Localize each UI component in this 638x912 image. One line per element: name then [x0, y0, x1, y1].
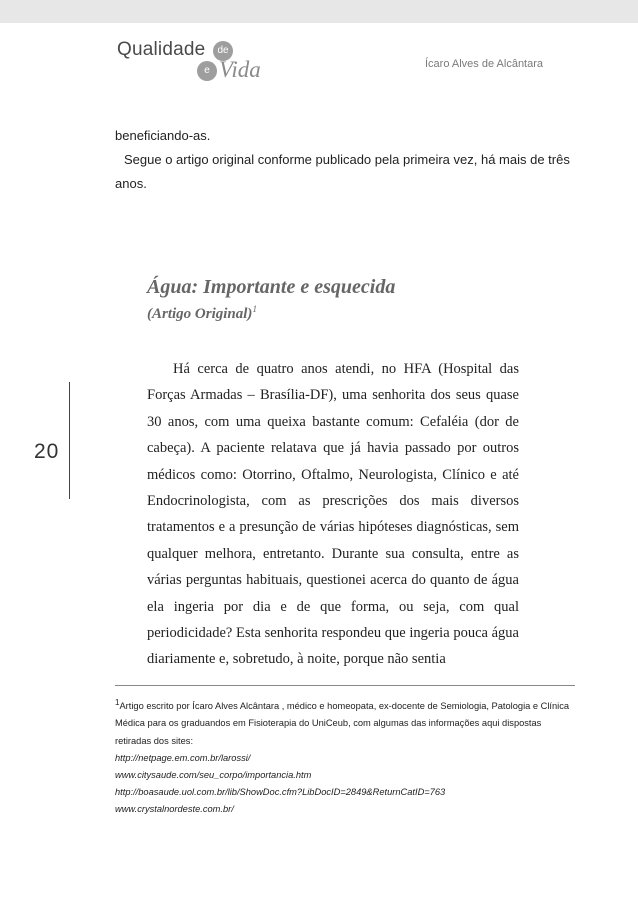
logo-qualidade-text: Qualidade [117, 39, 206, 60]
footnote-body: Artigo escrito por Ícaro Alves Alcântara , médico e homeopata, ex-docente de Semiologia, Patologia e Clínica Médica para os graduandos em Fisioterapia do UniCeub, com algumas das informações aqui dispostas retiradas dos sites: [115, 701, 570, 746]
footnote-link[interactable]: www.crystalnordeste.com.br/ [115, 804, 234, 815]
footnote-reference: 1 [252, 304, 257, 314]
footnote [115, 694, 575, 819]
article-title: Água: Importante e esquecida [147, 276, 396, 298]
page-number-divider [69, 382, 70, 499]
running-header-author: Ícaro Alves de Alcântara [425, 58, 544, 70]
intro-line: beneficiando-as. [115, 128, 211, 143]
footnote-link[interactable]: http://boasaude.uol.com.br/lib/ShowDoc.cfm?LibDocID=2849&ReturnCatID=763 [115, 787, 446, 798]
article-body [147, 356, 519, 673]
footnote-marker: 1 [115, 698, 120, 707]
footnote-divider [115, 685, 575, 686]
footnote-text [115, 694, 575, 750]
article-subtitle-text: (Artigo Original) [147, 306, 253, 322]
logo-e-circle: e [197, 61, 217, 81]
intro-text [115, 124, 575, 196]
article-paragraph: Há cerca de quatro anos atendi, no HFA (Hospital das Forças Armadas – Brasília-DF), uma senhorita dos seus quase 30 anos, com uma queixa bastante comum: Cefaléia (dor de cabeça). A paciente relatava que já havia passado por outros médicos como: Otorrino, Oftalmo, Neurologista, Clínico e até Endocrinologista, com as prescrições dos mais diversos tratamentos e a presunção de várias hipóteses diagnósticas, sem qualquer melhora, entretanto. Durante sua consulta, entre as várias perguntas habituais, questionei acerca do quanto de água ela ingeria por dia e de que forma, ou seja, com qual periodicidade? Esta senhorita respondeu que ingeria pouca água diariamente e, sobretudo, à noite, porque não sentia [147, 361, 519, 668]
intro-paragraph: Segue o artigo original conforme publicado pela primeira vez, há mais de três anos. [115, 152, 570, 191]
logo-vida-text: Vida [219, 57, 261, 82]
footnote-link[interactable]: http://netpage.em.com.br/larossi/ [115, 752, 251, 763]
qualidade-de-vida-logo [117, 37, 277, 87]
top-bar [0, 0, 638, 23]
footnote-link[interactable]: www.citysaude.com/seu_corpo/importancia.htm [115, 769, 312, 780]
logo-de-circle: de [213, 41, 233, 61]
page-number: 20 [34, 440, 60, 463]
article-subtitle [147, 304, 257, 323]
